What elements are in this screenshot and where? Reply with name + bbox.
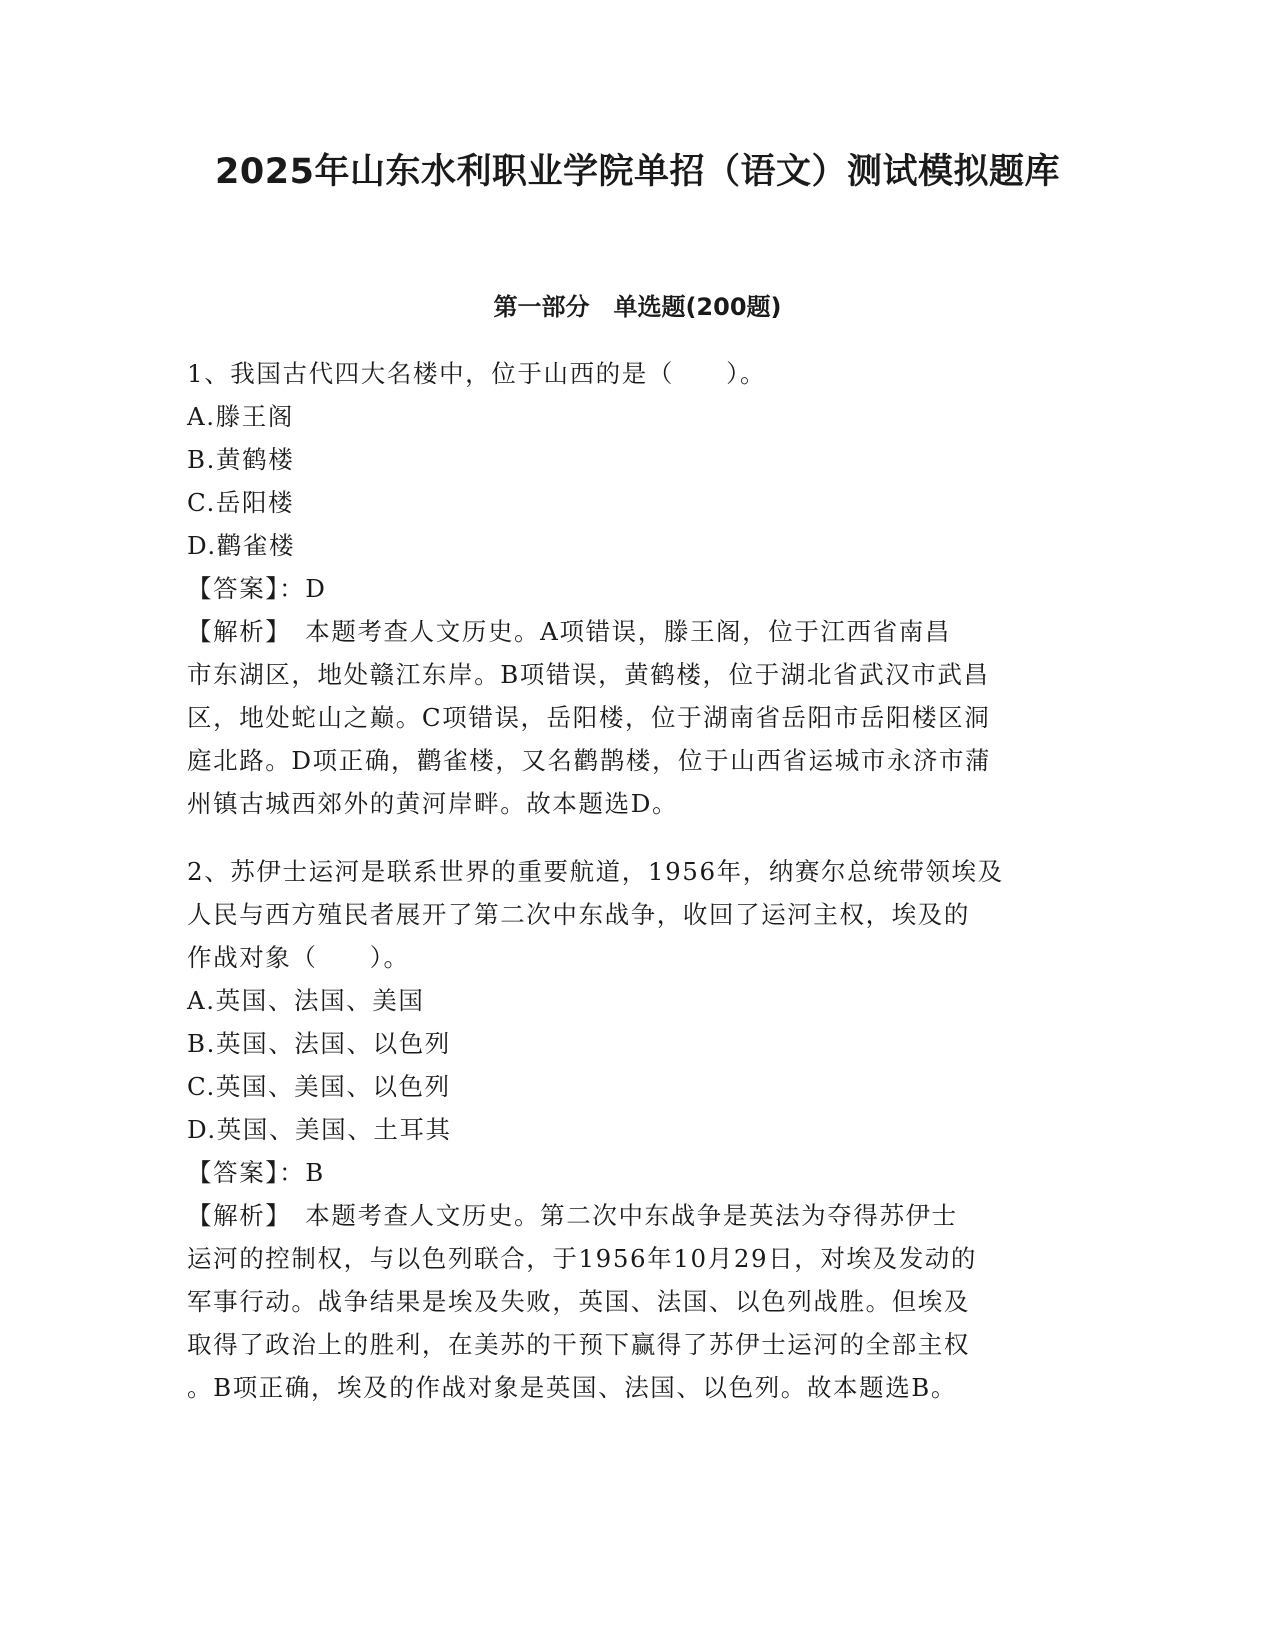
question-1 (187, 352, 1087, 825)
analysis-line: 【解析】 本题考查人文历史。A项错误，滕王阁，位于江西省南昌 (187, 617, 951, 646)
option-a: A.英国、法国、美国 (187, 986, 425, 1015)
option-d: D.鹳雀楼 (187, 531, 296, 560)
question-stem: 作战对象（ ）。 (187, 943, 410, 972)
question-stem: 人民与西方殖民者展开了第二次中东战争，收回了运河主权，埃及的 (187, 900, 970, 929)
section-title: 第一部分 单选题(200题) (493, 293, 782, 321)
analysis-line: 市东湖区，地处赣江东岸。B项错误，黄鹤楼，位于湖北省武汉市武昌 (187, 660, 990, 689)
option-c: C.英国、美国、以色列 (187, 1072, 451, 1101)
option-d: D.英国、美国、土耳其 (187, 1115, 452, 1144)
option-b: B.黄鹤楼 (187, 445, 295, 474)
analysis-line: 【解析】 本题考查人文历史。第二次中东战争是英法为夺得苏伊士 (187, 1201, 958, 1230)
answer-line: 【答案】：B (187, 1158, 325, 1187)
option-c: C.岳阳楼 (187, 488, 295, 517)
answer-line: 【答案】：D (187, 574, 327, 603)
option-b: B.英国、法国、以色列 (187, 1029, 451, 1058)
question-stem: 2、苏伊士运河是联系世界的重要航道，1956年，纳赛尔总统带领埃及 (187, 857, 1004, 886)
analysis-line: 运河的控制权，与以色列联合，于1956年10月29日，对埃及发动的 (187, 1244, 977, 1273)
analysis-line: 军事行动。战争结果是埃及失败，英国、法国、以色列战胜。但埃及 (187, 1287, 970, 1316)
analysis-line: 庭北路。D项正确，鹳雀楼，又名鹳鹊楼，位于山西省运城市永济市蒲 (187, 746, 992, 775)
analysis-line: 取得了政治上的胜利，在美苏的干预下赢得了苏伊士运河的全部主权 (187, 1330, 970, 1359)
question-2 (187, 850, 1087, 1409)
analysis-line: 区，地处蛇山之巅。C项错误，岳阳楼，位于湖南省岳阳市岳阳楼区洞 (187, 703, 991, 732)
question-stem: 1、我国古代四大名楼中，位于山西的是（ ）。 (187, 359, 767, 388)
analysis-line: 。B项正确，埃及的作战对象是英国、法国、以色列。故本题选B。 (187, 1373, 958, 1402)
document-title: 2025年山东水利职业学院单招（语文）测试模拟题库 (215, 152, 1060, 192)
option-a: A.滕王阁 (187, 402, 294, 431)
analysis-line: 州镇古城西郊外的黄河岸畔。故本题选D。 (187, 789, 679, 818)
